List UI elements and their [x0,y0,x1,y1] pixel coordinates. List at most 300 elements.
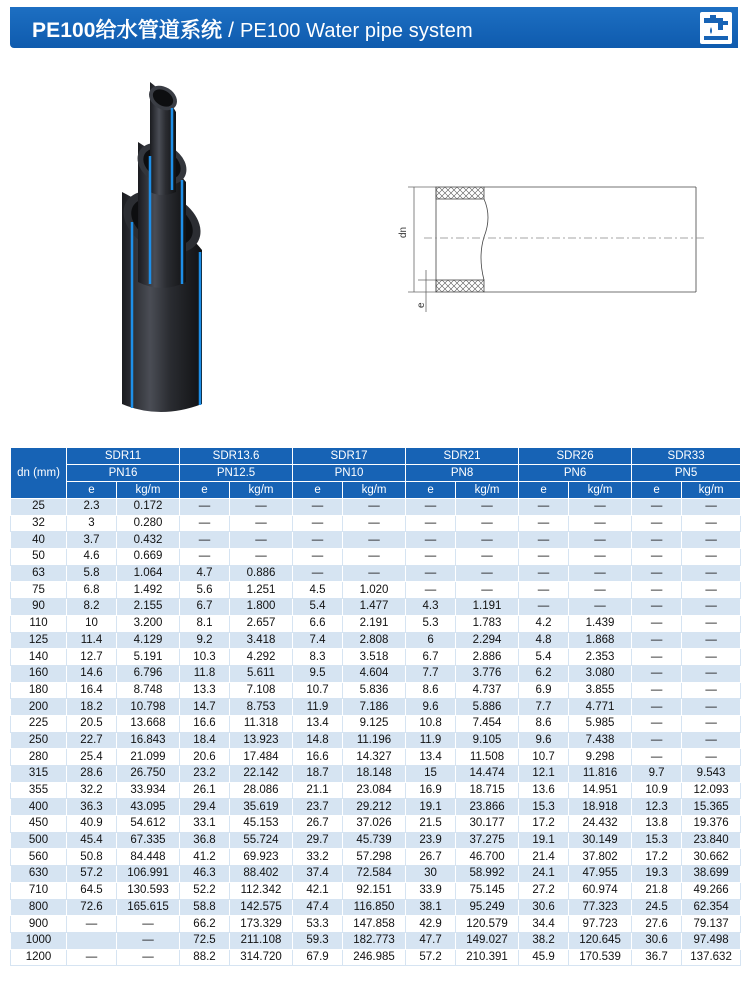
e-cell: 6.7 [180,599,230,616]
e-cell: 18.4 [180,732,230,749]
kg-cell: 3.776 [456,665,519,682]
e-cell: 9.7 [632,766,682,783]
kg-cell: 2.808 [343,632,406,649]
e-cell: — [632,549,682,566]
e-cell: — [632,532,682,549]
kg-cell: — [569,582,632,599]
kg-cell: 92.151 [343,882,406,899]
e-cell: — [632,682,682,699]
kg-cell: 4.292 [230,649,293,666]
kg-cell: 1.783 [456,615,519,632]
kg-cell: 3.855 [569,682,632,699]
e-cell: 11.8 [180,665,230,682]
kg-cell: 60.974 [569,882,632,899]
kg-cell: 23.084 [343,782,406,799]
table-row [11,766,741,783]
e-cell: 17.2 [632,849,682,866]
pn-header: PN8 [406,465,519,482]
table-row [11,632,741,649]
table-row [11,732,741,749]
e-cell: — [406,499,456,516]
e-cell: 4.2 [519,615,569,632]
table-row [11,515,741,532]
kg-cell: 37.275 [456,832,519,849]
kg-cell: 4.737 [456,682,519,699]
kg-cell: 33.934 [117,782,180,799]
e-cell: — [406,549,456,566]
e-cell: 9.6 [519,732,569,749]
pn-header: PN5 [632,465,741,482]
e-cell: 15 [406,766,456,783]
kg-cell: 11.196 [343,732,406,749]
kg-cell: 1.020 [343,582,406,599]
e-cell: 4.7 [180,565,230,582]
kg-cell: — [569,515,632,532]
e-cell: 21.8 [632,882,682,899]
e-cell: — [293,549,343,566]
e-cell: 26.7 [406,849,456,866]
e-cell: 4.8 [519,632,569,649]
table-row [11,799,741,816]
e-cell: 32.2 [67,782,117,799]
dn-cell: 355 [11,782,67,799]
kg-cell: 142.575 [230,899,293,916]
kg-cell: 173.329 [230,916,293,933]
water-tap-icon [700,12,732,44]
kg-cell: 3.518 [343,649,406,666]
kg-cell: — [682,515,741,532]
e-cell: 8.3 [293,649,343,666]
kg-cell: 35.619 [230,799,293,816]
kg-cell: — [456,582,519,599]
kg-cell: — [682,699,741,716]
kg-col-header: kg/m [343,482,406,499]
e-cell: — [180,515,230,532]
sdr-header: SDR11 [67,448,180,465]
e-cell: 23.9 [406,832,456,849]
e-cell: 4.6 [67,549,117,566]
kg-cell: 29.212 [343,799,406,816]
e-cell: 33.2 [293,849,343,866]
kg-cell: 7.186 [343,699,406,716]
e-cell: 38.1 [406,899,456,916]
e-cell: 45.9 [519,949,569,966]
e-cell: — [632,649,682,666]
dn-cell: 900 [11,916,67,933]
e-cell: 10.7 [519,749,569,766]
kg-cell: 14.951 [569,782,632,799]
e-cell: 52.2 [180,882,230,899]
dn-cell: 63 [11,565,67,582]
e-cell: — [293,515,343,532]
kg-cell: 95.249 [456,899,519,916]
kg-cell: 4.604 [343,665,406,682]
dn-cell: 1200 [11,949,67,966]
table-row [11,932,741,949]
kg-cell: 5.836 [343,682,406,699]
kg-cell: — [682,749,741,766]
kg-cell: — [343,549,406,566]
dn-cell: 400 [11,799,67,816]
kg-cell: 23.840 [682,832,741,849]
kg-cell: 4.771 [569,699,632,716]
e-cell: 6.7 [406,649,456,666]
kg-cell: 13.923 [230,732,293,749]
kg-cell: 130.593 [117,882,180,899]
kg-cell: 72.584 [343,866,406,883]
e-cell: 42.1 [293,882,343,899]
e-cell: 26.1 [180,782,230,799]
kg-cell: — [682,682,741,699]
e-cell: 5.8 [67,565,117,582]
dn-cell: 140 [11,649,67,666]
kg-cell: 165.615 [117,899,180,916]
e-col-header: e [67,482,117,499]
kg-cell: — [682,532,741,549]
e-cell: 5.6 [180,582,230,599]
e-cell: 40.9 [67,816,117,833]
kg-cell: 9.125 [343,715,406,732]
e-cell: 18.2 [67,699,117,716]
e-cell: 72.5 [180,932,230,949]
e-cell: 5.4 [293,599,343,616]
spec-table [10,447,741,966]
sdr-header: SDR26 [519,448,632,465]
e-cell: — [519,532,569,549]
kg-cell: 58.992 [456,866,519,883]
e-cell: 50.8 [67,849,117,866]
e-cell: — [519,549,569,566]
e-cell: 27.6 [632,916,682,933]
kg-cell: 15.365 [682,799,741,816]
e-cell: 29.4 [180,799,230,816]
kg-cell: 1.868 [569,632,632,649]
kg-cell: — [117,916,180,933]
kg-cell: — [569,599,632,616]
dn-cell: 630 [11,866,67,883]
e-cell: 15.3 [519,799,569,816]
table-row [11,565,741,582]
kg-cell: — [456,499,519,516]
kg-cell: 2.353 [569,649,632,666]
kg-cell: — [343,565,406,582]
e-cell: 9.5 [293,665,343,682]
e-cell: 47.4 [293,899,343,916]
kg-cell: 67.335 [117,832,180,849]
e-cell: 21.1 [293,782,343,799]
kg-cell: 47.955 [569,866,632,883]
kg-cell: 1.191 [456,599,519,616]
e-cell: — [519,582,569,599]
e-cell: 66.2 [180,916,230,933]
kg-cell: 69.923 [230,849,293,866]
kg-cell: 45.739 [343,832,406,849]
table-row [11,649,741,666]
kg-cell: 13.668 [117,715,180,732]
table-row [11,899,741,916]
kg-cell: 4.129 [117,632,180,649]
kg-cell: 246.985 [343,949,406,966]
kg-cell: 314.720 [230,949,293,966]
e-cell: 59.3 [293,932,343,949]
dn-cell: 200 [11,699,67,716]
e-cell: — [406,515,456,532]
dn-cell: 315 [11,766,67,783]
e-cell: 28.6 [67,766,117,783]
e-cell: 64.5 [67,882,117,899]
e-cell: — [632,732,682,749]
pn-header: PN10 [293,465,406,482]
kg-cell: — [682,565,741,582]
kg-cell: 57.298 [343,849,406,866]
kg-cell: 5.886 [456,699,519,716]
kg-cell: 30.662 [682,849,741,866]
kg-cell: 6.796 [117,665,180,682]
e-cell: — [406,582,456,599]
e-cell: 12.7 [67,649,117,666]
e-cell: 16.9 [406,782,456,799]
kg-col-header: kg/m [682,482,741,499]
e-cell: 16.6 [180,715,230,732]
e-cell: — [293,499,343,516]
e-label: e [416,302,427,308]
dn-cell: 1000 [11,932,67,949]
kg-cell: 2.294 [456,632,519,649]
table-row [11,615,741,632]
e-cell: 13.6 [519,782,569,799]
kg-cell: 75.145 [456,882,519,899]
e-cell: 5.3 [406,615,456,632]
dn-cell: 225 [11,715,67,732]
e-cell: 26.7 [293,816,343,833]
kg-cell: 3.200 [117,615,180,632]
kg-cell: 7.454 [456,715,519,732]
kg-col-header: kg/m [569,482,632,499]
kg-cell: 2.886 [456,649,519,666]
e-cell: 8.2 [67,599,117,616]
sdr-header: SDR21 [406,448,519,465]
kg-cell: — [682,499,741,516]
table-row [11,866,741,883]
e-cell: — [519,499,569,516]
e-cell: 6.2 [519,665,569,682]
kg-cell: 116.850 [343,899,406,916]
e-cell: 3 [67,515,117,532]
kg-cell: 3.080 [569,665,632,682]
e-cell: — [293,532,343,549]
e-cell: — [632,582,682,599]
e-cell: 6 [406,632,456,649]
kg-cell: 112.342 [230,882,293,899]
kg-cell: — [682,632,741,649]
kg-cell: — [682,649,741,666]
table-row [11,699,741,716]
e-col-header: e [632,482,682,499]
sdr-header: SDR13.6 [180,448,293,465]
table-row [11,582,741,599]
pipe-product-image [120,72,240,422]
e-cell: — [293,565,343,582]
e-cell: 13.3 [180,682,230,699]
title-separator: / [222,19,240,42]
kg-cell: 46.700 [456,849,519,866]
e-cell: 10.8 [406,715,456,732]
table-row [11,782,741,799]
kg-cell: 2.657 [230,615,293,632]
e-cell: 7.4 [293,632,343,649]
dn-cell: 450 [11,816,67,833]
kg-cell: 137.632 [682,949,741,966]
kg-cell: 1.800 [230,599,293,616]
e-cell: 10 [67,615,117,632]
dn-cell: 110 [11,615,67,632]
kg-cell: 3.418 [230,632,293,649]
e-col-header: e [519,482,569,499]
e-cell: — [67,949,117,966]
table-row [11,682,741,699]
e-cell: — [632,632,682,649]
kg-cell: 22.142 [230,766,293,783]
e-cell: 23.2 [180,766,230,783]
kg-cell: 77.323 [569,899,632,916]
kg-cell: 7.438 [569,732,632,749]
e-cell: 25.4 [67,749,117,766]
kg-cell: — [230,499,293,516]
spec-table-header [11,448,741,499]
e-col-header: e [406,482,456,499]
table-row [11,816,741,833]
kg-cell: 211.108 [230,932,293,949]
e-cell [67,932,117,949]
kg-cell: 9.298 [569,749,632,766]
kg-cell: — [682,582,741,599]
kg-cell: 5.191 [117,649,180,666]
kg-cell: 28.086 [230,782,293,799]
kg-cell: 55.724 [230,832,293,849]
kg-cell: — [682,599,741,616]
e-cell: — [67,916,117,933]
e-cell: 10.9 [632,782,682,799]
kg-cell: 14.327 [343,749,406,766]
e-cell: 67.9 [293,949,343,966]
kg-col-header: kg/m [456,482,519,499]
table-row [11,665,741,682]
kg-cell: 210.391 [456,949,519,966]
e-col-header: e [293,482,343,499]
e-cell: 16.4 [67,682,117,699]
e-cell: 21.5 [406,816,456,833]
e-cell: 14.6 [67,665,117,682]
e-cell: — [632,615,682,632]
dn-cell: 160 [11,665,67,682]
e-cell: 30 [406,866,456,883]
e-cell: 42.9 [406,916,456,933]
kg-cell: 120.645 [569,932,632,949]
kg-cell: 37.026 [343,816,406,833]
e-cell: 46.3 [180,866,230,883]
kg-cell: 170.539 [569,949,632,966]
table-row [11,882,741,899]
dn-cell: 710 [11,882,67,899]
kg-cell: — [682,615,741,632]
e-cell: 33.9 [406,882,456,899]
dn-cell: 125 [11,632,67,649]
e-col-header: e [180,482,230,499]
pn-header: PN12.5 [180,465,293,482]
e-cell: 3.7 [67,532,117,549]
e-cell: — [180,549,230,566]
kg-cell: 17.484 [230,749,293,766]
kg-cell: — [230,549,293,566]
e-cell: 7.7 [519,699,569,716]
kg-cell: 182.773 [343,932,406,949]
e-cell: 11.9 [293,699,343,716]
kg-cell: 12.093 [682,782,741,799]
e-cell: — [632,715,682,732]
kg-cell: 54.612 [117,816,180,833]
sdr-header: SDR17 [293,448,406,465]
kg-cell: 14.474 [456,766,519,783]
dn-cell: 180 [11,682,67,699]
kg-cell: 8.753 [230,699,293,716]
kg-cell: 1.064 [117,565,180,582]
e-cell: — [180,499,230,516]
kg-cell: — [682,549,741,566]
pn-header: PN6 [519,465,632,482]
e-cell: 15.3 [632,832,682,849]
e-cell: 12.1 [519,766,569,783]
e-cell: 13.4 [293,715,343,732]
kg-cell: 10.798 [117,699,180,716]
e-cell: 8.6 [519,715,569,732]
dn-cell: 500 [11,832,67,849]
e-cell: — [406,532,456,549]
kg-cell: 79.137 [682,916,741,933]
e-cell: 22.7 [67,732,117,749]
pn-header: PN16 [67,465,180,482]
e-cell: 4.3 [406,599,456,616]
kg-col-header: kg/m [117,482,180,499]
table-row [11,715,741,732]
e-cell: 6.9 [519,682,569,699]
e-cell: 41.2 [180,849,230,866]
kg-cell: 149.027 [456,932,519,949]
kg-cell: 18.148 [343,766,406,783]
e-cell: 45.4 [67,832,117,849]
kg-cell: 11.508 [456,749,519,766]
e-cell: 13.4 [406,749,456,766]
e-cell: — [632,665,682,682]
e-cell: 20.6 [180,749,230,766]
table-row [11,749,741,766]
e-cell: 8.6 [406,682,456,699]
e-cell: — [519,565,569,582]
dn-cell: 40 [11,532,67,549]
pipe-section-diagram [388,172,708,312]
e-cell: 30.6 [632,932,682,949]
kg-cell: — [343,515,406,532]
e-cell: 19.3 [632,866,682,883]
kg-cell: 45.153 [230,816,293,833]
kg-cell: 23.866 [456,799,519,816]
kg-cell: 11.816 [569,766,632,783]
kg-cell: 1.477 [343,599,406,616]
table-row [11,549,741,566]
kg-cell: 8.748 [117,682,180,699]
e-cell: 72.6 [67,899,117,916]
page-header [10,7,738,48]
kg-cell: 5.985 [569,715,632,732]
